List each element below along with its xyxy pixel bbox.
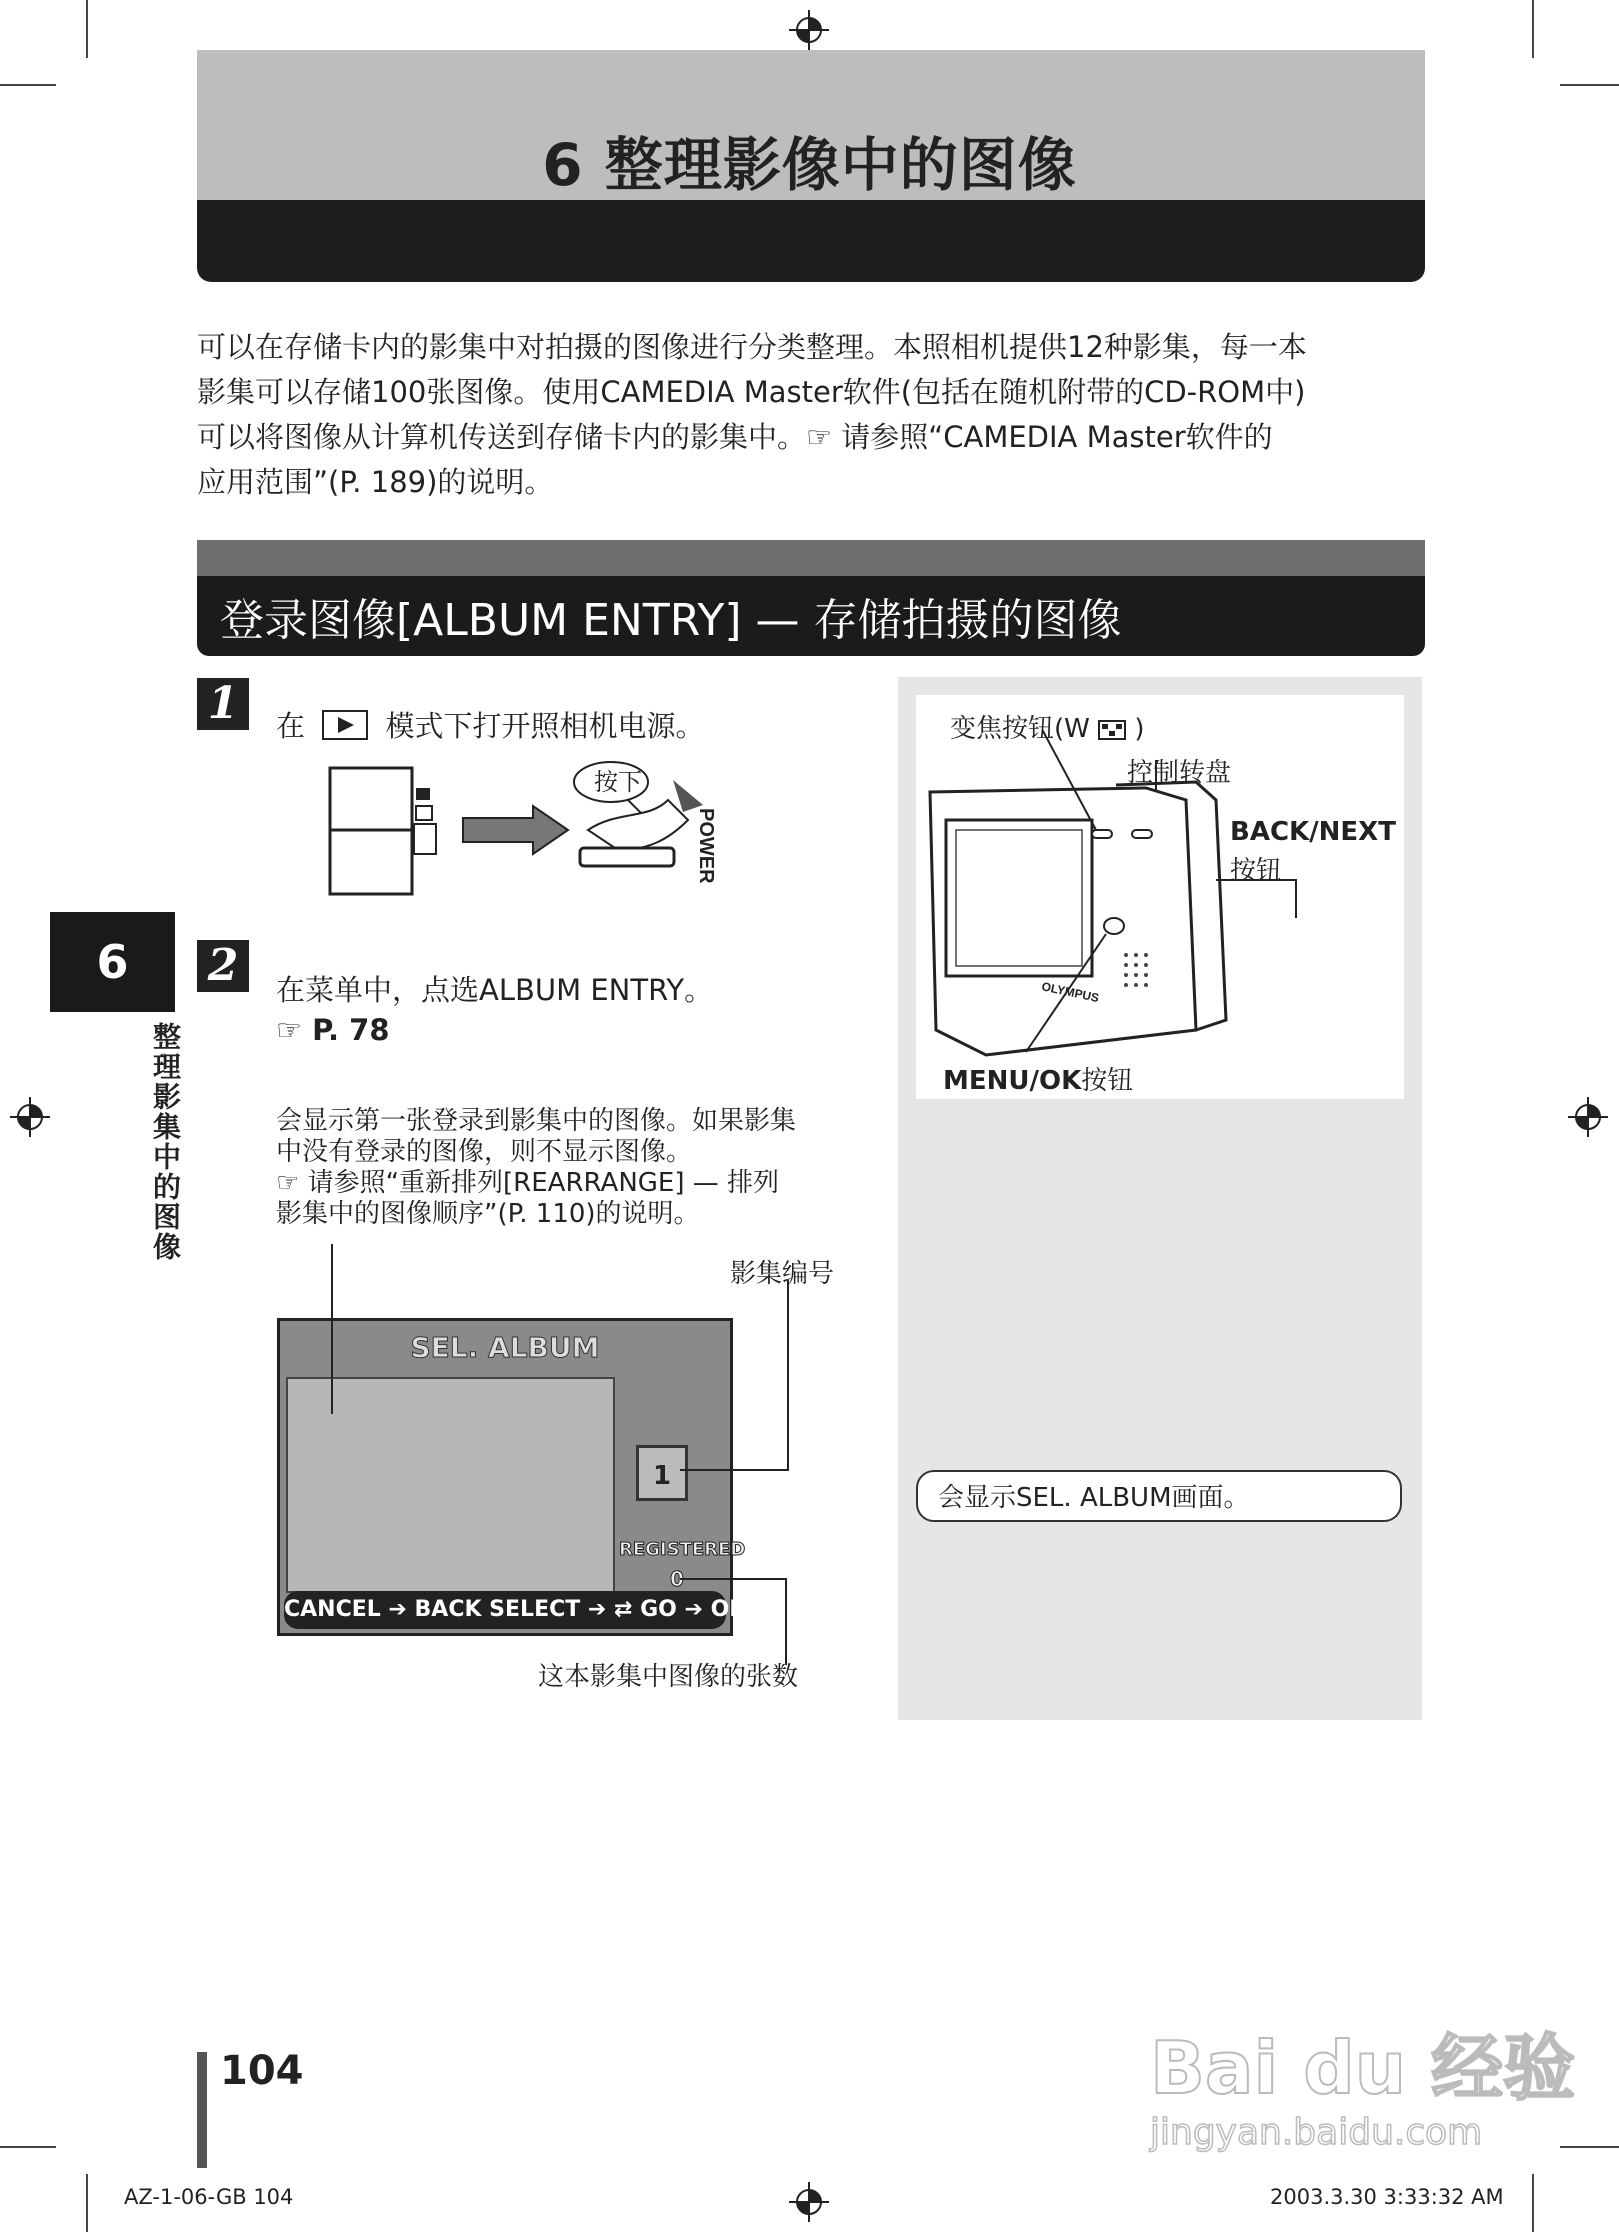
step2-text: 在菜单中，点选ALBUM ENTRY。 bbox=[276, 973, 714, 1007]
chapter-title: 6 整理影像中的图像 bbox=[542, 131, 1077, 199]
registered-label: REGISTERED bbox=[619, 1539, 746, 1560]
control-dial-label: 控制转盘 bbox=[1127, 758, 1232, 788]
zoom-label-end: ) bbox=[1134, 714, 1145, 744]
chapter-tab: 6 bbox=[50, 912, 175, 1012]
section-title: 登录图像[ALBUM ENTRY] — 存储拍摄的图像 bbox=[220, 595, 1122, 646]
crop-mark bbox=[1532, 0, 1534, 58]
crop-mark bbox=[0, 2146, 56, 2148]
camera-brand: OLYMPUS bbox=[1040, 979, 1101, 1006]
camera-drawing bbox=[916, 730, 1404, 1070]
zoom-label-text: 变焦按钮(W bbox=[950, 714, 1090, 744]
footer-left: AZ-1-06-GB 104 bbox=[124, 2185, 294, 2209]
result-callout: 会显示SEL. ALBUM画面。 bbox=[916, 1470, 1402, 1522]
registration-mark-icon bbox=[789, 10, 829, 50]
intro-line: 影集可以存储100张图像。使用CAMEDIA Master软件(包括在随机附带的CD-ROM中) bbox=[197, 375, 1306, 409]
chapter-tab-label: 整理影集中的图像 bbox=[149, 1022, 182, 1262]
crop-mark bbox=[1532, 2174, 1534, 2232]
press-label: 按下 bbox=[594, 769, 642, 796]
registered-count: 0 bbox=[670, 1567, 684, 1591]
page-number: 104 bbox=[220, 2048, 304, 2094]
intro-paragraph bbox=[197, 325, 1427, 505]
count-label: 这本影集中图像的张数 bbox=[538, 1662, 799, 1692]
screen-button-bar: CANCEL ➔ BACK SELECT ➔ ⇄ GO ➔ OK bbox=[284, 1591, 726, 1629]
step1-text bbox=[276, 704, 704, 745]
footer-right: 2003.3.30 3:33:32 AM bbox=[1270, 2185, 1504, 2209]
intro-line: 可以在存储卡内的影集中对拍摄的图像进行分类整理。本照相机提供12种影集，每一本 bbox=[197, 330, 1307, 364]
step-number: 1 bbox=[197, 678, 249, 730]
back-next-label: BACK/NEXT bbox=[1230, 817, 1396, 847]
step-number: 2 bbox=[197, 940, 249, 992]
crop-mark bbox=[1560, 2146, 1619, 2148]
crop-mark bbox=[86, 2174, 88, 2232]
menu-ok-sub: 按钮 bbox=[1081, 1066, 1134, 1096]
step2-description bbox=[276, 1106, 856, 1230]
album-number: 1 bbox=[636, 1445, 688, 1501]
power-label: POWER bbox=[695, 808, 717, 884]
playback-mode-icon bbox=[322, 710, 368, 740]
menu-ok-bold: MENU/OK bbox=[943, 1066, 1082, 1096]
screen-title: SEL. ALBUM bbox=[410, 1331, 600, 1364]
crop-mark bbox=[86, 0, 88, 58]
watermark-url: jingyan.baidu.com bbox=[1150, 2112, 1483, 2153]
album-number-label: 影集编号 bbox=[730, 1259, 835, 1289]
registration-mark-icon bbox=[1568, 1097, 1608, 1137]
page-number-rule bbox=[197, 2052, 207, 2168]
step1-text-after: 模式下打开照相机电源。 bbox=[385, 709, 705, 743]
registration-mark-icon bbox=[789, 2182, 829, 2222]
crop-mark bbox=[1560, 84, 1619, 86]
step2-reference: ☞ P. 78 bbox=[276, 1013, 390, 1047]
intro-line: 应用范围”(P. 189)的说明。 bbox=[197, 465, 554, 499]
back-next-sub: 按钮 bbox=[1230, 856, 1283, 886]
watermark-logo: Bai du 经验 bbox=[1150, 2026, 1576, 2110]
desc-line: ☞ 请参照“重新排列[REARRANGE] — 排列 bbox=[276, 1168, 780, 1198]
registration-mark-icon bbox=[10, 1097, 50, 1137]
desc-line: 中没有登录的图像，则不显示图像。 bbox=[276, 1137, 693, 1167]
count-leader-line bbox=[680, 1575, 790, 1675]
desc-line: 会显示第一张登录到影集中的图像。如果影集 bbox=[276, 1106, 797, 1136]
desc-line: 影集中的图像顺序”(P. 110)的说明。 bbox=[276, 1199, 700, 1229]
intro-line: 可以将图像从计算机传送到存储卡内的影集中。☞ 请参照“CAMEDIA Master软件的 bbox=[197, 420, 1273, 454]
crop-mark bbox=[0, 84, 56, 86]
power-illustration bbox=[328, 760, 738, 900]
step1-text-before: 在 bbox=[276, 709, 306, 743]
